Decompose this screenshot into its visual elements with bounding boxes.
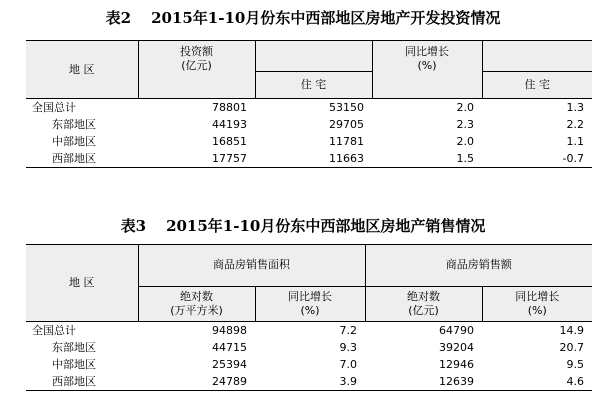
area-yoy-value: 3.9 (255, 373, 365, 391)
table3 (26, 244, 592, 391)
table2-title (0, 7, 606, 28)
invest-value: 44193 (212, 118, 247, 131)
table-row (26, 373, 592, 391)
table3-header-sales-yoy-label: 同比增长 (515, 289, 560, 303)
yoy-value: 1.5 (372, 150, 482, 168)
region-name: 全国总计 (26, 322, 138, 340)
yoy-residential-value: -0.7 (482, 150, 592, 168)
residential-value: 29705 (329, 118, 364, 131)
area-yoy-value: 7.2 (255, 322, 365, 340)
table3-header-region: 地 区 (26, 245, 138, 322)
table3-header-sales-abs (365, 286, 482, 321)
region-name: 东部地区 (52, 118, 96, 131)
table3-header-sales-unit: (亿元) (408, 303, 439, 317)
table3-title-text: 2015年1-10月份东中西部地区房地产销售情况 (166, 217, 486, 235)
area-value: 24789 (138, 373, 255, 391)
table3-header-sales-yoy (482, 286, 592, 321)
residential-value: 53150 (255, 99, 372, 117)
table3-header-row (26, 245, 592, 287)
area-yoy-value: 7.0 (339, 358, 357, 371)
sales-value: 12946 (439, 358, 474, 371)
invest-value: 17757 (138, 150, 255, 168)
region-name: 西部地区 (26, 373, 138, 391)
table3-header-area-abs (138, 286, 255, 321)
table2-number: 表2 (105, 9, 132, 27)
table-row (26, 339, 592, 356)
yoy-value: 2.0 (456, 135, 474, 148)
table2-header-invest-label: 投资额 (180, 45, 213, 58)
yoy-residential-value: 2.2 (566, 118, 584, 131)
table-row (26, 322, 592, 340)
table2-header-yoy-unit: (%) (417, 59, 437, 72)
table3-title (0, 215, 606, 236)
table3-header-sales-yoy-unit: (%) (527, 303, 547, 317)
table-row (26, 116, 592, 133)
table-row (26, 133, 592, 150)
table2-header-row (26, 41, 592, 72)
sales-value: 64790 (365, 322, 482, 340)
table2-header-region: 地 区 (26, 41, 138, 99)
yoy-value: 2.0 (372, 99, 482, 117)
area-yoy-value: 9.3 (339, 341, 357, 354)
area-value: 44715 (212, 341, 247, 354)
sales-value: 12639 (365, 373, 482, 391)
region-name: 东部地区 (52, 341, 96, 354)
residential-value: 11781 (329, 135, 364, 148)
table2-header-yoy (372, 41, 482, 99)
invest-value: 16851 (212, 135, 247, 148)
table2-header-invest-unit: (亿元) (181, 59, 212, 72)
table3-header-area-unit: (万平方米) (170, 303, 223, 317)
table3-number: 表3 (120, 217, 147, 235)
yoy-residential-value: 1.1 (566, 135, 584, 148)
table2-header-yoy-residential: 住 宅 (482, 72, 592, 99)
sales-yoy-value: 4.6 (482, 373, 592, 391)
region-name: 全国总计 (26, 99, 138, 117)
table2-header-yoy-label: 同比增长 (405, 45, 449, 58)
sales-yoy-value: 9.5 (566, 358, 584, 371)
table2-header-invest (138, 41, 255, 99)
region-name: 西部地区 (26, 150, 138, 168)
table3-header-sales-abs-label: 绝对数 (407, 289, 440, 303)
table3-header-sales: 商品房销售额 (365, 245, 592, 287)
sales-yoy-value: 14.9 (482, 322, 592, 340)
table3-header-area-yoy-label: 同比增长 (288, 289, 332, 303)
sales-yoy-value: 20.7 (559, 341, 584, 354)
area-value: 94898 (138, 322, 255, 340)
table3-header-area-abs-label: 绝对数 (180, 289, 213, 303)
region-name: 中部地区 (52, 358, 96, 371)
table-row (26, 356, 592, 373)
table2-header-blank-2 (482, 41, 592, 72)
table-row (26, 99, 592, 117)
residential-value: 11663 (255, 150, 372, 168)
sales-value: 39204 (439, 341, 474, 354)
table2-header-blank-1 (255, 41, 372, 72)
yoy-residential-value: 1.3 (482, 99, 592, 117)
table2-header-residential: 住 宅 (255, 72, 372, 99)
table3-header-area-yoy (255, 286, 365, 321)
area-value: 25394 (212, 358, 247, 371)
table3-header-area-yoy-unit: (%) (300, 303, 320, 317)
yoy-value: 2.3 (456, 118, 474, 131)
table3-header-area: 商品房销售面积 (138, 245, 365, 287)
table2 (26, 40, 592, 168)
region-name: 中部地区 (52, 135, 96, 148)
invest-value: 78801 (138, 99, 255, 117)
table-row (26, 150, 592, 168)
table2-title-text: 2015年1-10月份东中西部地区房地产开发投资情况 (151, 9, 501, 27)
